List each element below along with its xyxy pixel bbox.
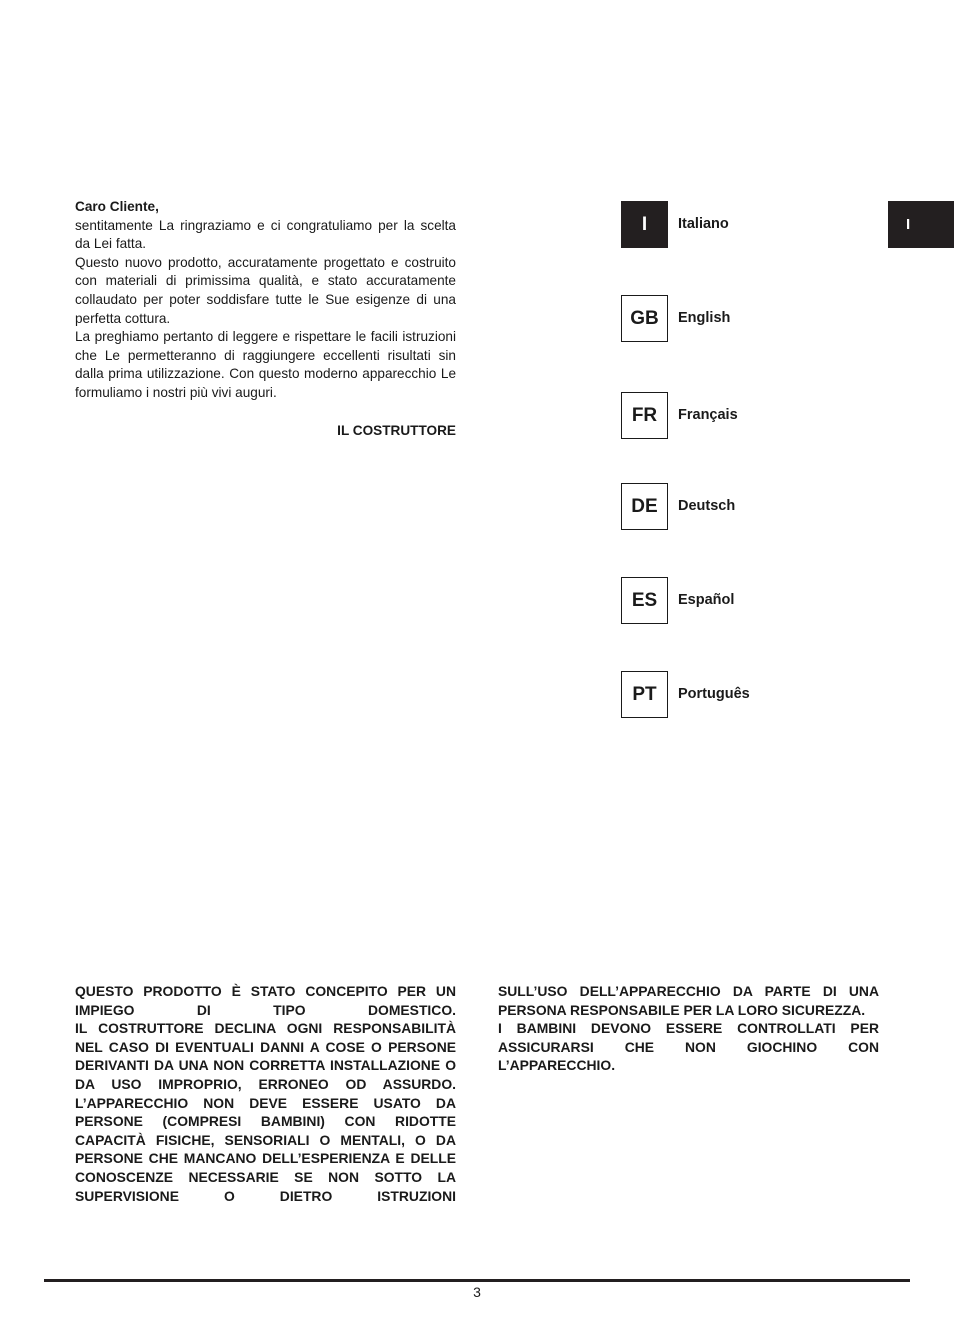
intro-letter <box>75 198 456 440</box>
language-item-espanol[interactable] <box>621 577 861 624</box>
language-item-italiano[interactable] <box>621 201 861 248</box>
safety-warning-right <box>498 982 879 1075</box>
warning-paragraph: SULL’USO DELL’APPARECCHIO DA PARTE DI UNA PERSONA RESPONSABILE PER LA LORO SICUREZZA. <box>498 983 879 1018</box>
language-code-badge: FR <box>621 392 668 439</box>
warning-paragraph: QUESTO PRODOTTO È STATO CONCEPITO PER UN IMPIEGO DI TIPO DOMESTICO. <box>75 983 456 1018</box>
language-code-badge: GB <box>621 295 668 342</box>
warning-paragraph: IL COSTRUTTORE DECLINA OGNI RESPONSABILITÀ NEL CASO DI EVENTUALI DANNI A COSE O PERSONE DERIVANTI DA UNA NON CORRETTA INSTALLAZIONE O DA USO IMPROPRIO, ERRONEO OD ASSURDO. <box>75 1020 456 1092</box>
signature: IL COSTRUTTORE <box>337 422 456 438</box>
intro-paragraph: sentitamente La ringraziamo e ci congratuliamo per la scelta da Lei fatta. <box>75 217 456 252</box>
language-code-badge: PT <box>621 671 668 718</box>
intro-paragraph: Questo nuovo prodotto, accuratamente progettato e costruito con materiali di primissima qualità, e stato accuratamente collaudato per poter soddisfare tutte le Sue esigenze di una perfetta cottura. <box>75 254 456 326</box>
section-side-tab: I <box>888 201 954 248</box>
language-item-portugues[interactable] <box>621 671 861 718</box>
footer-divider <box>44 1279 910 1282</box>
language-item-deutsch[interactable] <box>621 483 861 530</box>
language-item-francais[interactable] <box>621 392 861 439</box>
page-number: 3 <box>473 1284 481 1300</box>
language-name: Italiano <box>678 216 729 232</box>
warning-paragraph: I BAMBINI DEVONO ESSERE CONTROLLATI PER ASSICURARSI CHE NON GIOCHINO CON L’APPARECCHIO. <box>498 1020 879 1074</box>
intro-paragraph: La preghiamo pertanto di leggere e rispettare le facili istruzioni che Le permetteranno di raggiungere eccellenti risultati sin dalla prima utilizzazione. Con questo moderno apparecchio Le formuliamo i nostri più vivi auguri. <box>75 329 456 400</box>
warning-paragraph: L’APPARECCHIO NON DEVE ESSERE USATO DA PERSONE (COMPRESI BAMBINI) CON RIDOTTE CAPACITÀ FISICHE, SENSORIALI O MENTALI, O DA PERSONE CHE MANCANO DELL’ESPERIENZA E DELLE CONOSCENZE NECESSARIE SE NON SOTTO LA SUPERVISIONE O DIETRO ISTRUZIONI <box>75 1094 456 1204</box>
language-name: Español <box>678 592 735 608</box>
language-name: English <box>678 310 731 326</box>
language-code-badge: DE <box>621 483 668 530</box>
greeting: Caro Cliente, <box>75 199 159 214</box>
language-code-badge: I <box>621 201 668 248</box>
language-name: Français <box>678 407 738 423</box>
language-item-english[interactable] <box>621 295 861 342</box>
language-name: Deutsch <box>678 498 736 514</box>
safety-warning-left <box>75 982 456 1205</box>
language-name: Português <box>678 686 750 702</box>
language-code-badge: ES <box>621 577 668 624</box>
